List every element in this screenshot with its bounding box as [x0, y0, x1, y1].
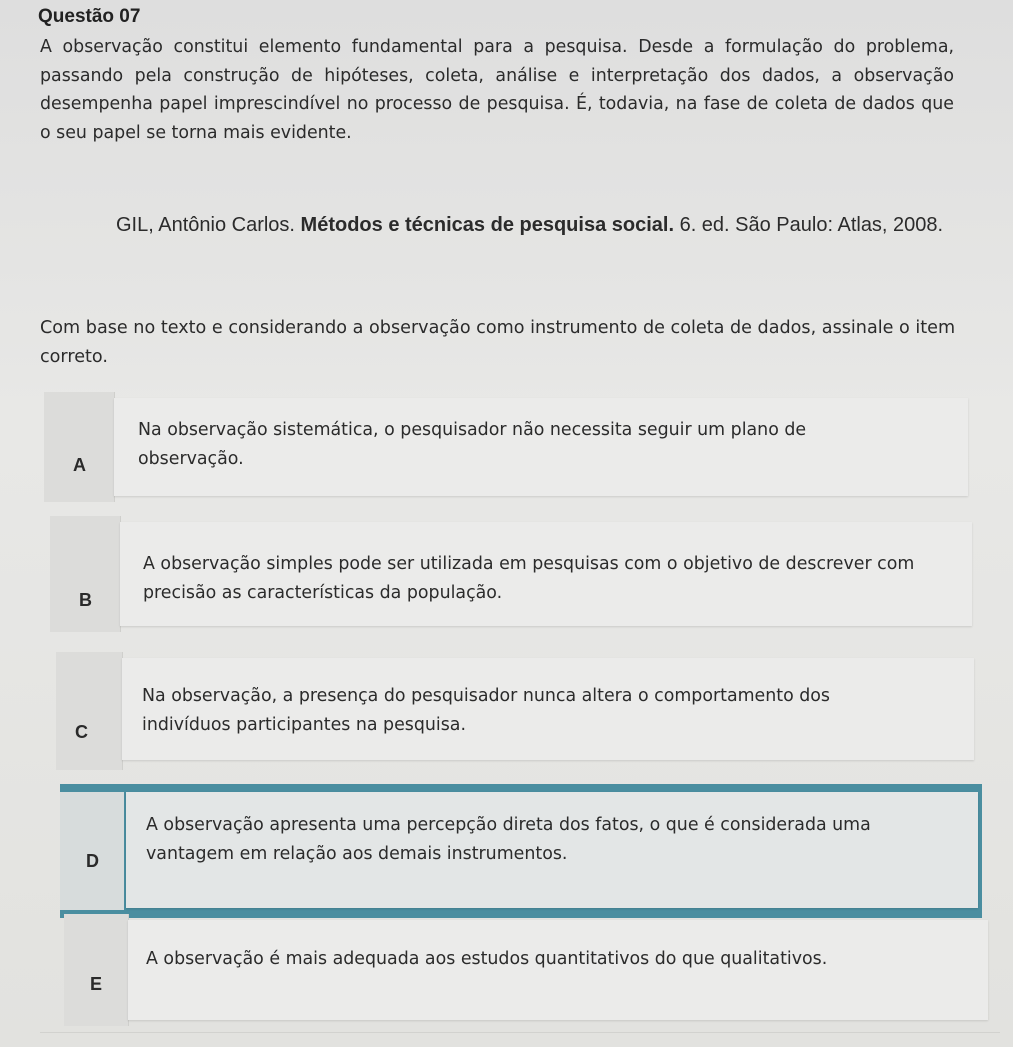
- option-e[interactable]: [64, 914, 988, 1026]
- option-c[interactable]: [56, 652, 974, 770]
- option-letter-cell: [44, 392, 115, 502]
- option-text: A observação simples pode ser utilizada em pesquisas com o objetivo de descrever com precisão as características da população.: [143, 554, 915, 603]
- question-text: A observação constitui elemento fundamental para a pesquisa. Desde a formulação do problema, passando pela construção de hipóteses, coleta, análise e interpretação dos dados, a observação desempenha papel imprescindível no processo de pesquisa. É, todavia, na fase de coleta de dados que o seu papel se torna mais evidente.: [40, 37, 954, 143]
- option-text: A observação apresenta uma percepção direta dos fatos, o que é considerada uma vantagem em relação aos demais instrumentos.: [146, 815, 871, 864]
- divider: [40, 1032, 1000, 1033]
- option-b[interactable]: [50, 516, 972, 632]
- option-letter: A: [73, 455, 86, 475]
- option-letter: D: [86, 851, 99, 871]
- citation-author: GIL, Antônio Carlos.: [116, 214, 301, 236]
- option-letter: E: [90, 974, 103, 994]
- option-text: A observação é mais adequada aos estudos quantitativos do que qualitativos.: [146, 949, 828, 969]
- citation-rest: 6. ed. São Paulo: Atlas, 2008.: [674, 214, 944, 236]
- option-letter-cell: [56, 652, 123, 770]
- option-d-selected[interactable]: [60, 784, 982, 918]
- option-letter-cell: [64, 914, 129, 1026]
- option-letter-cell: [50, 516, 121, 632]
- option-letter: B: [79, 590, 92, 610]
- citation-title: Métodos e técnicas de pesquisa social.: [300, 214, 675, 236]
- question-prompt: Com base no texto e considerando a observação como instrumento de coleta de dados, assinale o item correto.: [40, 318, 956, 367]
- option-text: Na observação sistemática, o pesquisador não necessita seguir um plano de observação.: [138, 420, 807, 469]
- option-text: Na observação, a presença do pesquisador nunca altera o comportamento dos indivíduos participantes na pesquisa.: [142, 686, 830, 735]
- question-title: Questão 07: [38, 6, 141, 27]
- option-a[interactable]: [44, 392, 968, 502]
- option-letter: C: [75, 722, 88, 742]
- citation: [116, 214, 986, 237]
